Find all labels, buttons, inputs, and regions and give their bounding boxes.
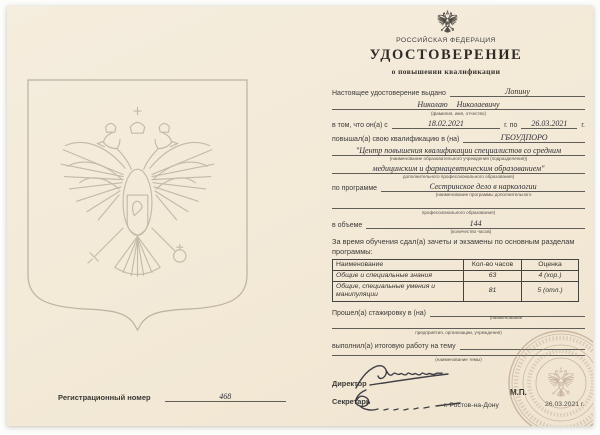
country-heading: РОССИЙСКАЯ ФЕДЕРАЦИЯ <box>396 37 496 44</box>
organization-caption-1: (наименование образовательного учреждения (подразделения)) <box>389 156 528 161</box>
program-label: по программе <box>332 185 378 192</box>
volume-caption: (количество часов) <box>450 229 492 234</box>
date-to-value: 26.03.2021 <box>521 119 577 129</box>
organization-row <box>332 131 585 143</box>
issued-to-row <box>332 85 585 97</box>
organization-name-line-1: "Центр повышения квалификации специалистов со средним <box>332 146 585 156</box>
program-row <box>332 180 585 192</box>
certificate-subtitle: о повышении квалификации <box>391 67 501 76</box>
table-row-1-name: Общие и специальные знания <box>333 270 463 281</box>
volume-row <box>332 217 585 229</box>
final-work-label: выполнил(а) итоговую работу на тему <box>332 343 456 350</box>
registration-number-value: 468 <box>165 392 286 402</box>
certificate-title: УДОСТОВЕРЕНИЕ <box>369 47 523 63</box>
program-caption-2: профессионального образования) <box>421 210 496 215</box>
seal-place-label: М.П. <box>510 388 527 397</box>
program-extra-line <box>332 208 585 209</box>
header-emblem <box>332 9 560 35</box>
volume-label: в объеме <box>332 222 363 229</box>
table-row-2-grade: 5 (отл.) <box>521 281 578 300</box>
program-caption: (наименование программы дополнительного <box>435 192 532 197</box>
final-work-caption: (наименование темы) <box>435 357 482 362</box>
internship-caption-2: предприятия, организации, учреждения) <box>415 330 502 335</box>
table-header-hours: Кол-во часов <box>463 260 521 270</box>
secretary-label: Секретарь <box>332 396 371 406</box>
director-label: Директор <box>332 378 367 388</box>
table-row-1-grade: 4 (хор.) <box>521 270 578 281</box>
double-headed-eagle-icon <box>438 11 457 33</box>
organization-name-row-2 <box>332 162 585 174</box>
grades-table <box>332 259 579 302</box>
program-value: Сестринское дело в наркологии <box>381 182 585 192</box>
exams-paragraph: За время обучения сдал(а) зачеты и экзамены по основным разделам программы: <box>332 237 575 256</box>
period-prefix-label: в том, что он(а) с <box>332 122 388 129</box>
table-header-name: Наименование <box>336 261 384 268</box>
organization-name-row-1 <box>332 144 585 156</box>
full-name-caption: (фамилия, имя, отчество) <box>430 111 487 116</box>
date-from-value: 18.02.2021 <box>392 119 500 129</box>
registration-number-label: Регистрационный номер <box>58 392 151 402</box>
city-label: г. Ростов-на-Дону <box>444 402 499 409</box>
coat-of-arms-watermark <box>27 79 248 332</box>
full-name-value: Николаю Николаевичу <box>332 100 585 110</box>
full-name-row <box>332 98 585 110</box>
organization-value: ГБОУДПОРО <box>463 133 585 143</box>
issue-date: 26.03.2021 г. <box>545 401 585 408</box>
period-middle-label: г. по <box>504 122 518 129</box>
issued-to-value: Лопину <box>450 87 585 97</box>
issued-to-label: Настоящее удостоверение выдано <box>332 90 446 97</box>
organization-label: повышал(а) свою квалификацию в (на) <box>332 136 460 143</box>
table-header-grade: Оценка <box>521 260 578 270</box>
double-headed-eagle-icon <box>61 107 214 276</box>
volume-value: 144 <box>366 219 585 229</box>
internship-caption: (наименование <box>489 315 523 320</box>
registration-number-row <box>58 392 286 402</box>
period-suffix-label: г. <box>581 122 585 129</box>
certificate-paper <box>7 6 593 426</box>
organization-caption-2: дополнительного профессионального образования) <box>402 174 515 179</box>
internship-label: Прошел(а) стажировку в (на) <box>332 310 426 317</box>
organization-name-line-2: медицинским и фармацевтическим образованием" <box>332 164 585 174</box>
table-row-2-hours: 81 <box>463 281 521 300</box>
table-row-2-name: Общие, специальные умения и манипуляции <box>333 281 463 300</box>
period-row <box>332 117 585 129</box>
table-row-1-hours: 63 <box>463 270 521 281</box>
official-stamp <box>506 328 593 426</box>
